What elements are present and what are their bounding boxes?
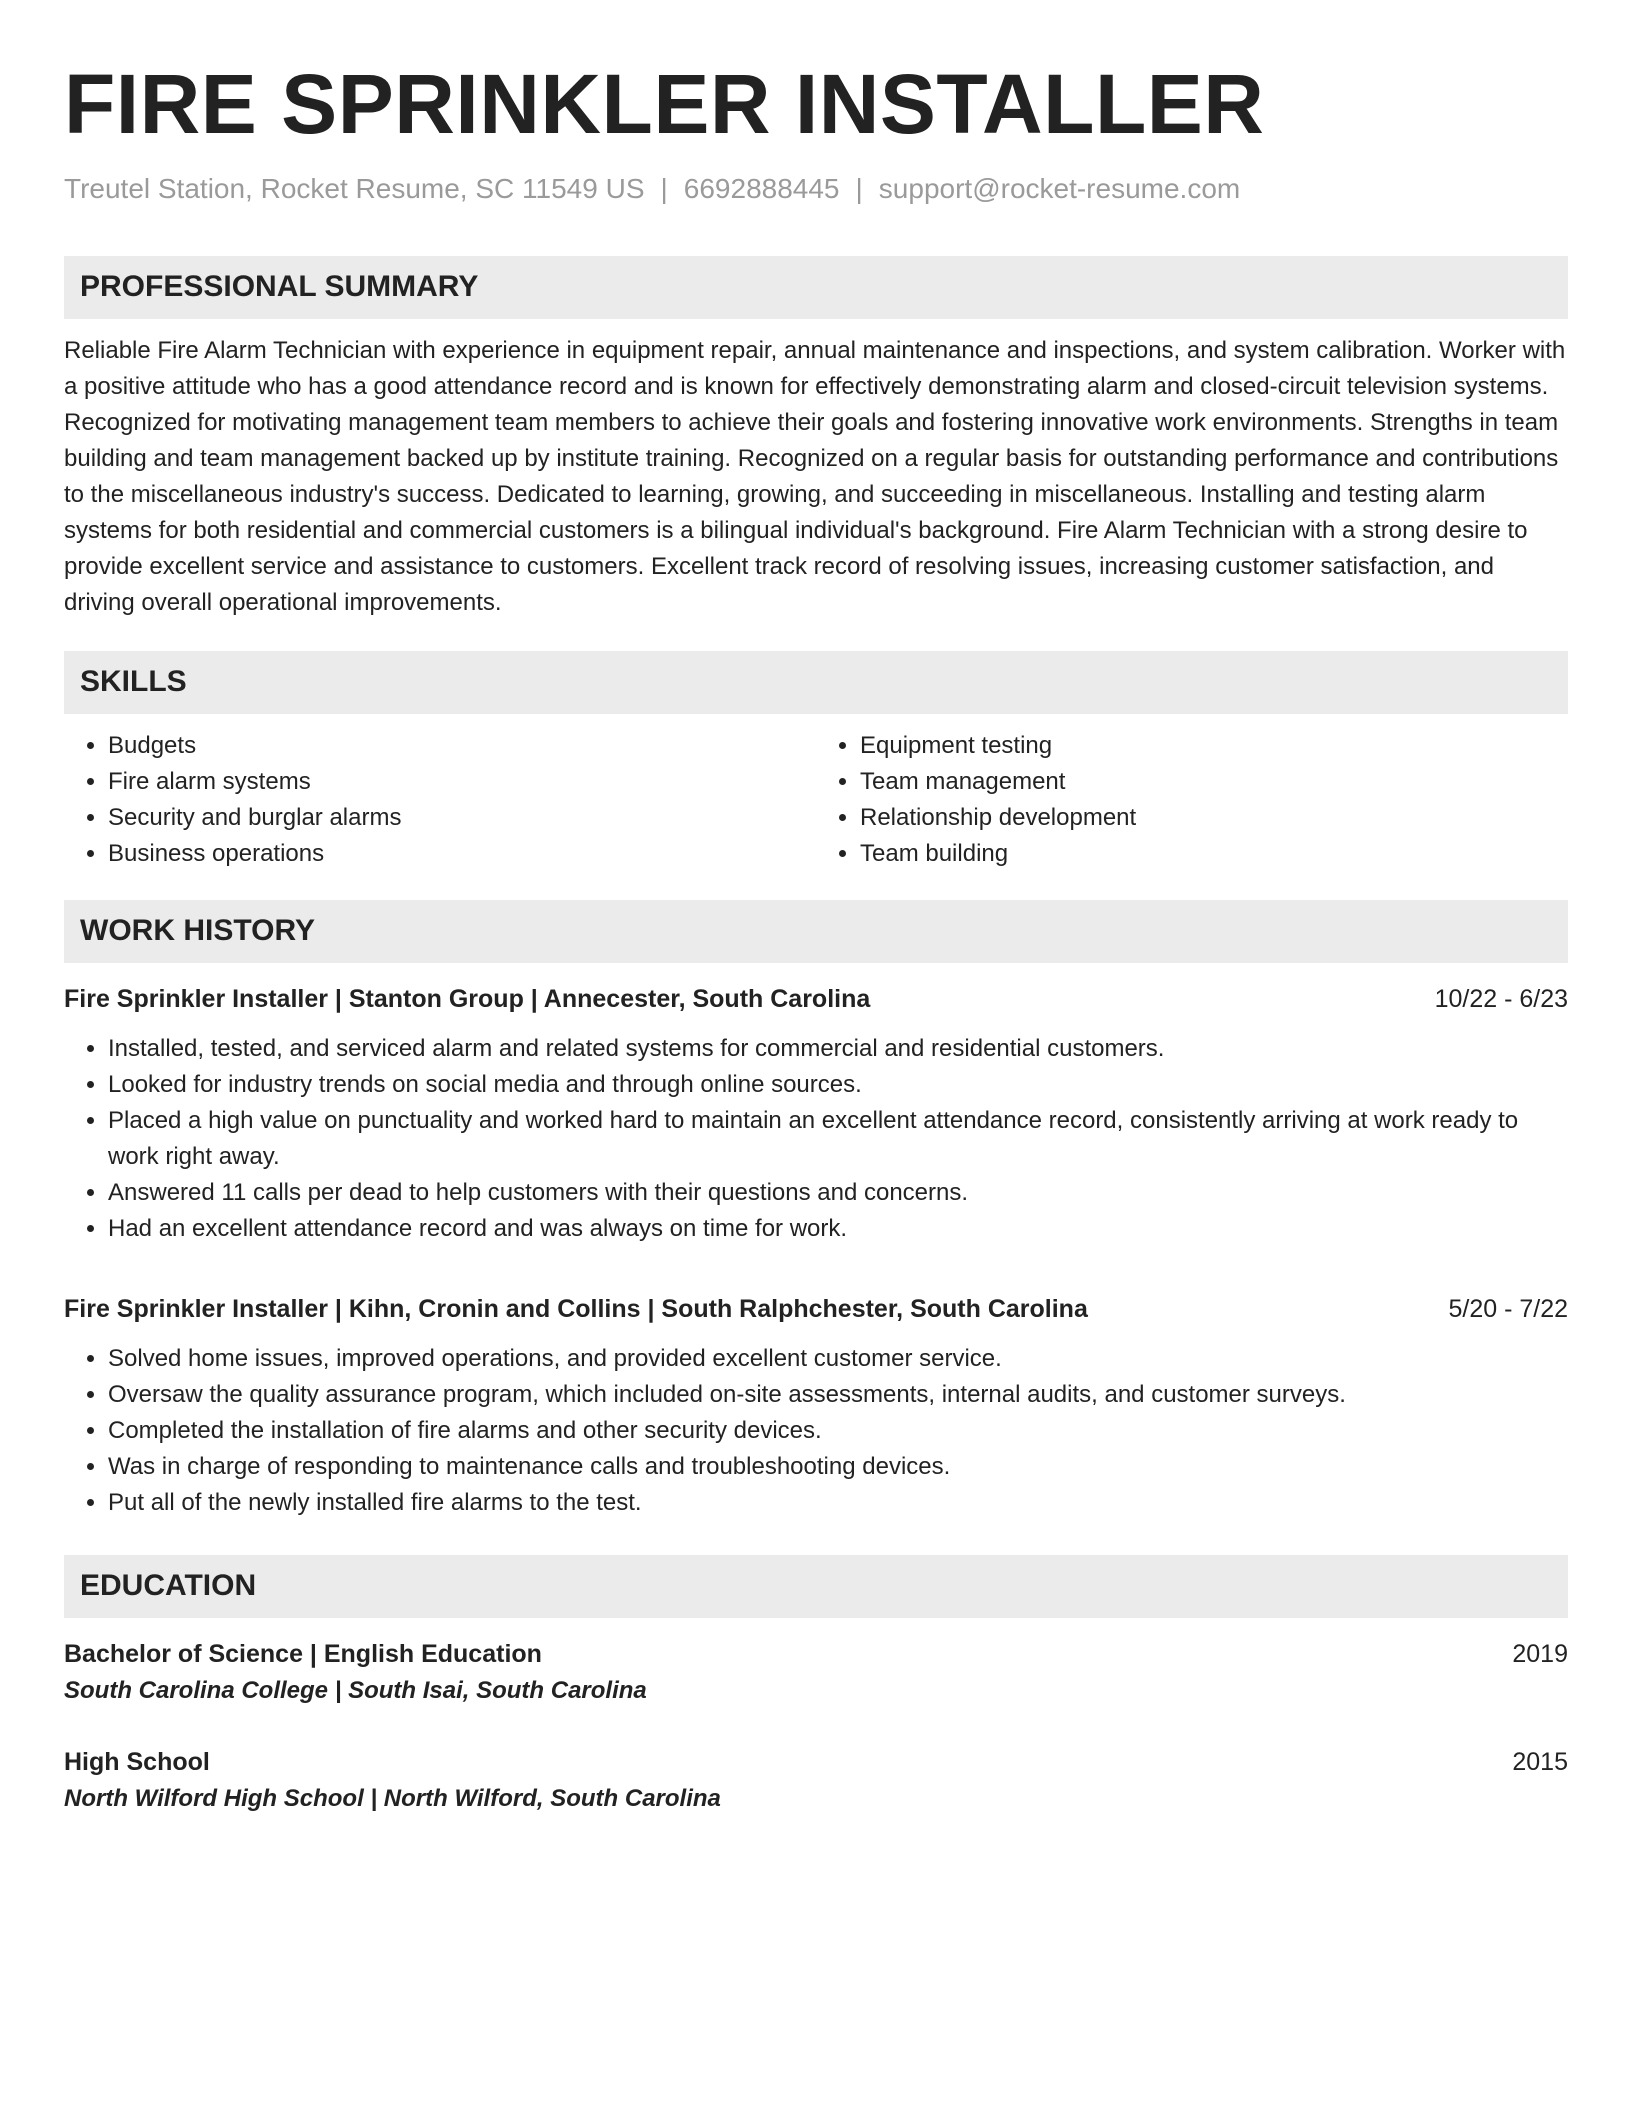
job-header	[64, 981, 1568, 1017]
contact-line	[64, 172, 1568, 206]
skill-item: • Team building	[860, 836, 1568, 872]
section-heading-summary: PROFESSIONAL SUMMARY	[64, 256, 1568, 319]
skill-item: • Budgets	[108, 728, 816, 764]
job-dates: 5/20 - 7/22	[1448, 1294, 1568, 1323]
skill-item: • Business operations	[108, 836, 816, 872]
section-heading-work-history: WORK HISTORY	[64, 900, 1568, 963]
skill-item: • Relationship development	[860, 800, 1568, 836]
job-bullet: • Installed, tested, and serviced alarm and related systems for commercial and residential customers.	[108, 1031, 1568, 1067]
education-school: South Carolina College | South Isai, South Carolina	[64, 1676, 647, 1704]
contact-phone: 6692888445	[683, 173, 840, 204]
job-bullets	[64, 1341, 1568, 1521]
education-school: North Wilford High School | North Wilford, South Carolina	[64, 1784, 721, 1812]
skills-column-right	[816, 728, 1568, 872]
education-entry	[64, 1744, 1568, 1818]
job-header	[64, 1291, 1568, 1327]
job-bullet: • Oversaw the quality assurance program, which included on-site assessments, internal audits, and customer surveys.	[108, 1377, 1568, 1413]
skills-list	[64, 728, 1568, 872]
education-degree: High School	[64, 1747, 210, 1776]
education-header	[64, 1744, 1568, 1780]
contact-separator: |	[660, 173, 668, 204]
job-title: Fire Sprinkler Installer | Kihn, Cronin and Collins | South Ralphchester, South Carolina	[64, 1294, 1088, 1323]
job-bullet: • Placed a high value on punctuality and worked hard to maintain an excellent attendance record, consistently arriving at work ready to work right away.	[108, 1103, 1568, 1175]
section-heading-skills: SKILLS	[64, 651, 1568, 714]
job-bullet: • Completed the installation of fire alarms and other security devices.	[108, 1413, 1568, 1449]
education-degree: Bachelor of Science | English Education	[64, 1639, 542, 1668]
job-title: Fire Sprinkler Installer | Stanton Group | Annecester, South Carolina	[64, 984, 871, 1013]
job-dates: 10/22 - 6/23	[1434, 984, 1568, 1013]
job-entry	[64, 981, 1568, 1247]
education-year: 2019	[1512, 1639, 1568, 1668]
contact-separator: |	[855, 173, 863, 204]
section-heading-education: EDUCATION	[64, 1555, 1568, 1618]
job-bullet: • Answered 11 calls per dead to help customers with their questions and concerns.	[108, 1175, 1568, 1211]
job-bullet: • Put all of the newly installed fire alarms to the test.	[108, 1485, 1568, 1521]
skill-item: • Equipment testing	[860, 728, 1568, 764]
job-bullet: • Had an excellent attendance record and was always on time for work.	[108, 1211, 1568, 1247]
education-entry	[64, 1636, 1568, 1710]
job-bullet: • Was in charge of responding to maintenance calls and troubleshooting devices.	[108, 1449, 1568, 1485]
skill-item: • Security and burglar alarms	[108, 800, 816, 836]
skill-item: • Fire alarm systems	[108, 764, 816, 800]
skills-column-left	[64, 728, 816, 872]
applicant-name: FIRE SPRINKLER INSTALLER	[64, 57, 1265, 151]
job-bullet: • Looked for industry trends on social media and through online sources.	[108, 1067, 1568, 1103]
education-header	[64, 1636, 1568, 1672]
job-bullets	[64, 1031, 1568, 1247]
job-entry	[64, 1291, 1568, 1521]
education-year: 2015	[1512, 1747, 1568, 1776]
contact-address: Treutel Station, Rocket Resume, SC 11549 US	[64, 173, 645, 204]
contact-email: support@rocket-resume.com	[878, 173, 1241, 204]
skill-item: • Team management	[860, 764, 1568, 800]
job-bullet: • Solved home issues, improved operations, and provided excellent customer service.	[108, 1341, 1568, 1377]
summary-text: Reliable Fire Alarm Technician with experience in equipment repair, annual maintenance and inspections, and system calibration. Worker with a positive attitude who has a good attendance record and is known for effectively demonstrating alarm and closed-circuit television systems. Recognized for motivating management team members to achieve their goals and fostering innovative work environments. Strengths in team building and team management backed up by institute training. Recognized on a regular basis for outstanding performance and contributions to the miscellaneous industry's success. Dedicated to learning, growing, and succeeding in miscellaneous. Installing and testing alarm systems for both residential and commercial customers is a bilingual individual's background. Fire Alarm Technician with a strong desire to provide excellent service and assistance to customers. Excellent track record of resolving issues, increasing customer satisfaction, and driving overall operational improvements.	[64, 336, 1566, 616]
